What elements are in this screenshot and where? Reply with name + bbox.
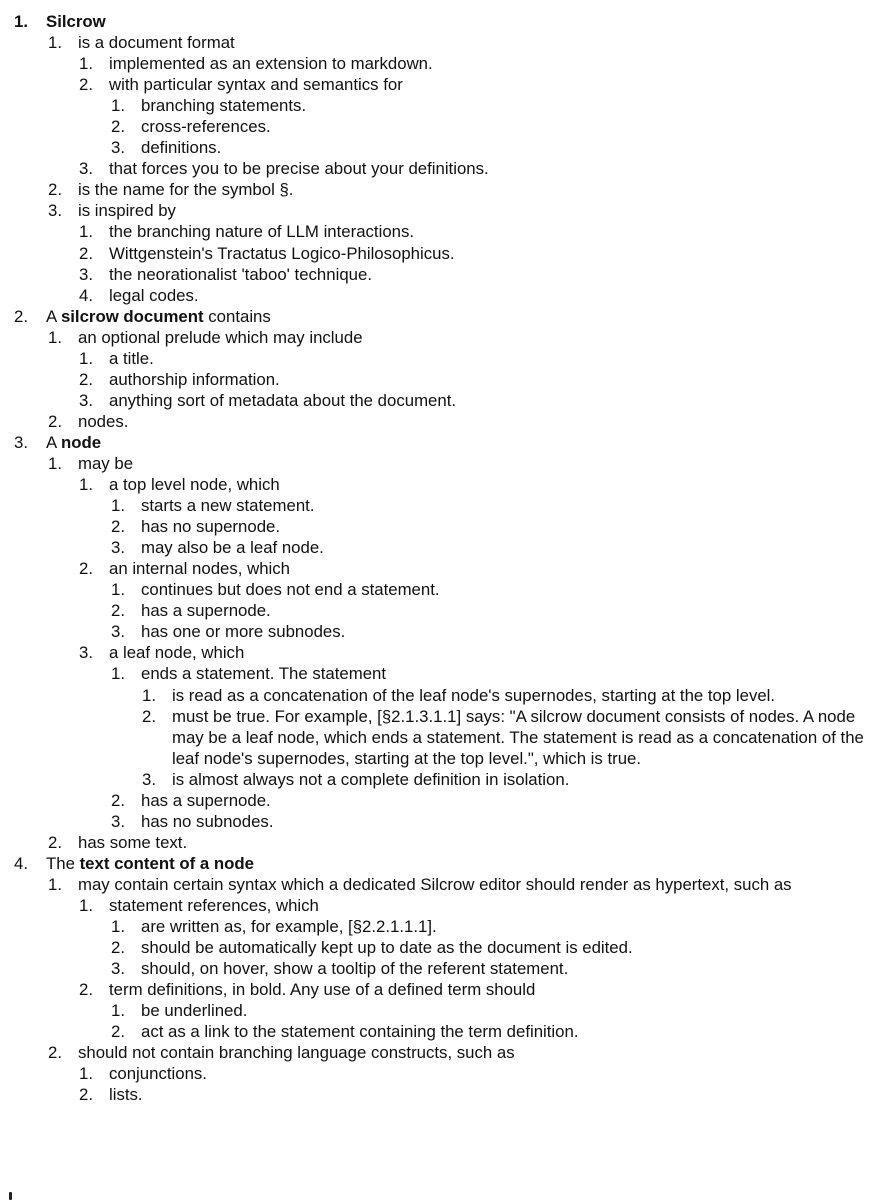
outline-list — [0, 327, 885, 432]
item-number: 2. — [111, 1022, 125, 1042]
item-text — [78, 874, 885, 895]
outline-item — [0, 137, 885, 158]
item-number: 2. — [79, 75, 93, 95]
item-number: 1. — [111, 917, 125, 937]
item-number: 3. — [79, 643, 93, 663]
outline-item — [0, 895, 885, 979]
item-number: 2. — [48, 832, 62, 852]
outline-row — [0, 832, 885, 853]
item-text — [78, 1042, 885, 1063]
item-number: 3. — [79, 159, 93, 179]
outline-item — [0, 537, 885, 558]
outline-row — [0, 116, 885, 137]
item-number: 2. — [79, 980, 93, 1000]
item-number: 2. — [79, 1085, 93, 1105]
outline-row — [0, 1042, 885, 1063]
outline-item — [0, 1084, 885, 1105]
outline-list — [0, 874, 885, 1106]
text-run: continues but does not end a statement. — [141, 580, 440, 600]
text-run: The — [46, 853, 80, 873]
text-run: has a supernode. — [141, 790, 271, 810]
item-text — [141, 116, 885, 137]
outline-item — [0, 495, 885, 516]
outline-item — [0, 95, 885, 116]
text-run: should be automatically kept up to date as the document is edited. — [141, 938, 633, 958]
text-run: legal codes. — [109, 285, 199, 305]
text-run: A — [46, 306, 61, 326]
outline-row — [0, 621, 885, 642]
outline-row — [0, 558, 885, 579]
item-text — [109, 285, 885, 306]
defined-term: node — [60, 432, 102, 452]
item-number: 1. — [79, 54, 93, 74]
item-number: 1. — [142, 685, 156, 705]
item-number: 2. — [111, 117, 125, 137]
item-text — [141, 579, 885, 600]
outline-item — [0, 874, 885, 1042]
outline-item — [0, 1000, 885, 1021]
text-run: term definitions, in bold. Any use of a defined term should — [109, 980, 536, 1000]
outline-item — [0, 790, 885, 811]
outline-item — [0, 53, 885, 74]
outline-item — [0, 243, 885, 264]
item-number: 3. — [79, 390, 93, 410]
outline-item — [0, 1042, 885, 1105]
text-run: the branching nature of LLM interactions. — [109, 222, 415, 242]
text-run: conjunctions. — [109, 1064, 207, 1084]
item-text — [141, 916, 885, 937]
outline-row — [0, 537, 885, 558]
item-text — [109, 558, 885, 579]
item-number: 1. — [48, 874, 62, 894]
outline-list — [0, 579, 885, 642]
item-number: 1. — [79, 222, 93, 242]
text-run: authorship information. — [109, 369, 280, 389]
text-run: has some text. — [78, 832, 188, 852]
item-number: 3. — [79, 264, 93, 284]
outline-row — [0, 1084, 885, 1105]
outline-row — [0, 264, 885, 285]
item-number: 2. — [14, 306, 28, 326]
text-run: act as a link to the statement containing the term definition. — [141, 1022, 579, 1042]
outline-list — [0, 1063, 885, 1105]
item-text — [109, 348, 885, 369]
outline-row — [0, 11, 885, 32]
outline-row — [0, 53, 885, 74]
item-text — [78, 832, 885, 853]
outline-row — [0, 137, 885, 158]
outline-row — [0, 243, 885, 264]
outline-item — [0, 221, 885, 242]
text-run: cross-references. — [141, 117, 271, 137]
text-run: be underlined. — [141, 1001, 248, 1021]
outline-row — [0, 158, 885, 179]
text-run: branching statements. — [141, 96, 307, 116]
item-text — [172, 706, 885, 769]
outline-item — [0, 264, 885, 285]
outline-item — [0, 74, 885, 158]
text-run: starts a new statement. — [141, 496, 315, 516]
text-run: may be — [78, 453, 134, 473]
item-text — [78, 179, 885, 200]
text-run: should, on hover, show a tooltip of the referent statement. — [141, 959, 569, 979]
text-run: may also be a leaf node. — [141, 538, 324, 558]
text-run: is almost always not a complete definition in isolation. — [172, 769, 570, 789]
item-text — [78, 411, 885, 432]
text-run: a title. — [109, 348, 154, 368]
outline-item — [0, 663, 885, 789]
outline-item — [0, 516, 885, 537]
outline-row — [0, 895, 885, 916]
text-run: that forces you to be precise about your definitions. — [109, 159, 489, 179]
outline-item — [0, 1021, 885, 1042]
outline-item — [0, 116, 885, 137]
outline-list — [0, 663, 885, 831]
item-text — [141, 137, 885, 158]
item-number: 1. — [79, 895, 93, 915]
text-run: must be true. For example, [§2.1.3.1.1] says: "A silcrow document consists of nodes. A node may be a leaf node, which ends a statement. The statement is read as a concatenation of the leaf node's supernodes, starting at the top level.", which is true. — [172, 706, 864, 768]
item-text — [141, 663, 885, 684]
item-text — [109, 390, 885, 411]
outline-row — [0, 979, 885, 1000]
outline-item — [0, 432, 885, 853]
text-run: definitions. — [141, 138, 222, 158]
text-run: is read as a concatenation of the leaf node's supernodes, starting at the top level. — [172, 685, 776, 705]
text-run: has no supernode. — [141, 517, 281, 537]
item-text — [109, 264, 885, 285]
outline-item — [0, 685, 885, 706]
item-text — [109, 1063, 885, 1084]
item-number: 3. — [142, 769, 156, 789]
text-run: implemented as an extension to markdown. — [109, 54, 433, 74]
outline-item — [0, 369, 885, 390]
edge-mark — [9, 1192, 12, 1200]
defined-term: Silcrow — [46, 12, 106, 31]
item-number: 2. — [79, 369, 93, 389]
outline-item — [0, 642, 885, 831]
outline-list — [0, 685, 885, 790]
outline-list — [0, 53, 885, 179]
item-number: 1. — [79, 348, 93, 368]
outline-item — [0, 706, 885, 769]
outline-row — [0, 874, 885, 895]
text-run: should not contain branching language constructs, such as — [78, 1043, 515, 1063]
outline-row — [0, 790, 885, 811]
outline-item — [0, 1063, 885, 1084]
item-text — [172, 685, 885, 706]
item-number: 1. — [48, 33, 62, 53]
outline-row — [0, 516, 885, 537]
item-text — [46, 432, 885, 453]
text-run: A — [46, 432, 61, 452]
outline-item — [0, 11, 885, 306]
outline-row — [0, 432, 885, 453]
item-number: 1. — [48, 327, 62, 347]
item-number: 3. — [111, 959, 125, 979]
outline-row — [0, 411, 885, 432]
text-run: the neorationalist 'taboo' technique. — [109, 264, 372, 284]
outline-row — [0, 327, 885, 348]
outline-list — [0, 916, 885, 979]
item-number: 1. — [48, 453, 62, 473]
item-text — [109, 221, 885, 242]
outline-row — [0, 642, 885, 663]
outline-row — [0, 390, 885, 411]
item-number: 1. — [111, 664, 125, 684]
item-text — [141, 1021, 885, 1042]
outline-item — [0, 958, 885, 979]
item-text — [141, 811, 885, 832]
item-number: 4. — [14, 853, 28, 873]
item-number: 2. — [111, 601, 125, 621]
outline-item — [0, 811, 885, 832]
item-number: 2. — [111, 790, 125, 810]
outline-row — [0, 306, 885, 327]
text-run: may contain certain syntax which a dedicated Silcrow editor should render as hypertext, such as — [78, 874, 792, 894]
item-text — [109, 979, 885, 1000]
outline-item — [0, 937, 885, 958]
item-text — [109, 53, 885, 74]
text-run: statement references, which — [109, 895, 319, 915]
text-run: contains — [203, 306, 271, 326]
text-run: lists. — [109, 1085, 143, 1105]
item-number: 2. — [111, 938, 125, 958]
outline-row — [0, 1021, 885, 1042]
item-text — [172, 769, 885, 790]
item-number: 2. — [48, 180, 62, 200]
outline-item — [0, 327, 885, 411]
item-text — [141, 600, 885, 621]
outline-item — [0, 769, 885, 790]
text-run: has one or more subnodes. — [141, 622, 346, 642]
outline-list — [0, 95, 885, 158]
item-text — [141, 790, 885, 811]
item-number: 2. — [111, 517, 125, 537]
outline-item — [0, 579, 885, 600]
item-text — [141, 95, 885, 116]
outline-list — [0, 474, 885, 832]
item-text — [141, 958, 885, 979]
outline-item — [0, 979, 885, 1042]
item-text — [78, 200, 885, 221]
item-number: 1. — [111, 96, 125, 116]
outline-item — [0, 453, 885, 832]
item-text — [141, 516, 885, 537]
item-number: 2. — [48, 411, 62, 431]
text-run: with particular syntax and semantics for — [109, 75, 403, 95]
item-number: 4. — [79, 285, 93, 305]
item-text — [109, 74, 885, 95]
item-text — [78, 453, 885, 474]
item-number: 1. — [111, 496, 125, 516]
item-text — [109, 158, 885, 179]
outline-list — [0, 895, 885, 1042]
outline-item — [0, 832, 885, 853]
outline-item — [0, 179, 885, 200]
outline-row — [0, 769, 885, 790]
text-run: is the name for the symbol §. — [78, 180, 294, 200]
outline-row — [0, 221, 885, 242]
text-run: has a supernode. — [141, 601, 271, 621]
outline-item — [0, 32, 885, 179]
outline-row — [0, 937, 885, 958]
outline-row — [0, 32, 885, 53]
item-number: 3. — [111, 138, 125, 158]
item-text — [109, 895, 885, 916]
outline-row — [0, 348, 885, 369]
outline-row — [0, 495, 885, 516]
item-number: 2. — [79, 559, 93, 579]
item-number: 1. — [111, 580, 125, 600]
item-text — [141, 937, 885, 958]
outline-item — [0, 411, 885, 432]
text-run: an internal nodes, which — [109, 559, 290, 579]
outline-item — [0, 200, 885, 305]
item-number: 1. — [79, 475, 93, 495]
text-run: nodes. — [78, 411, 129, 431]
item-number: 1. — [79, 1064, 93, 1084]
item-number: 2. — [79, 243, 93, 263]
item-number: 2. — [48, 1043, 62, 1063]
text-run: anything sort of metadata about the document. — [109, 390, 457, 410]
text-run: has no subnodes. — [141, 811, 274, 831]
item-text — [46, 853, 885, 874]
outline-row — [0, 369, 885, 390]
item-text — [109, 474, 885, 495]
outline-item — [0, 853, 885, 1106]
outline-row — [0, 685, 885, 706]
item-number: 3. — [111, 538, 125, 558]
outline-item — [0, 916, 885, 937]
outline-list — [0, 495, 885, 558]
item-number: 2. — [142, 706, 156, 726]
text-run: a leaf node, which — [109, 643, 245, 663]
outline-item — [0, 348, 885, 369]
outline-item — [0, 390, 885, 411]
item-number: 3. — [111, 622, 125, 642]
text-run: a top level node, which — [109, 475, 280, 495]
outline-row — [0, 916, 885, 937]
outline-row — [0, 579, 885, 600]
outline-row — [0, 453, 885, 474]
outline-row — [0, 958, 885, 979]
outline-row — [0, 200, 885, 221]
text-run: are written as, for example, [§2.2.1.1.1]. — [141, 917, 437, 937]
outline-row — [0, 179, 885, 200]
outline-item — [0, 158, 885, 179]
outline-item — [0, 558, 885, 642]
outline-list — [0, 11, 885, 1105]
item-text — [46, 11, 885, 32]
outline-list — [0, 32, 885, 306]
item-text — [109, 642, 885, 663]
outline-list — [0, 1000, 885, 1042]
defined-term: text content of a node — [79, 853, 254, 873]
outline-list — [0, 348, 885, 411]
item-text — [109, 243, 885, 264]
outline-row — [0, 663, 885, 684]
text-run: Wittgenstein's Tractatus Logico-Philosophicus. — [109, 243, 455, 263]
item-text — [109, 1084, 885, 1105]
item-number: 3. — [111, 811, 125, 831]
outline-row — [0, 285, 885, 306]
outline-row — [0, 1063, 885, 1084]
item-text — [141, 1000, 885, 1021]
outline-row — [0, 600, 885, 621]
outline-list — [0, 221, 885, 305]
outline-row — [0, 853, 885, 874]
text-run: is a document format — [78, 33, 235, 53]
text-run: is inspired by — [78, 201, 176, 221]
outline-row — [0, 1000, 885, 1021]
outline-item — [0, 285, 885, 306]
item-number: 3. — [14, 432, 28, 452]
defined-term: silcrow document — [60, 306, 204, 326]
item-text — [141, 621, 885, 642]
outline-row — [0, 95, 885, 116]
item-text — [109, 369, 885, 390]
outline-row — [0, 811, 885, 832]
outline-row — [0, 474, 885, 495]
item-number: 1. — [14, 12, 28, 31]
outline-row — [0, 74, 885, 95]
item-number: 1. — [111, 1001, 125, 1021]
text-run: ends a statement. The statement — [141, 664, 387, 684]
outline-list — [0, 453, 885, 853]
outline-row — [0, 706, 885, 769]
item-text — [78, 327, 885, 348]
item-text — [46, 306, 885, 327]
outline-item — [0, 306, 885, 432]
item-text — [141, 537, 885, 558]
outline-item — [0, 600, 885, 621]
text-run: an optional prelude which may include — [78, 327, 363, 347]
item-number: 3. — [48, 201, 62, 221]
outline-item — [0, 474, 885, 558]
outline-item — [0, 621, 885, 642]
item-text — [141, 495, 885, 516]
item-text — [78, 32, 885, 53]
